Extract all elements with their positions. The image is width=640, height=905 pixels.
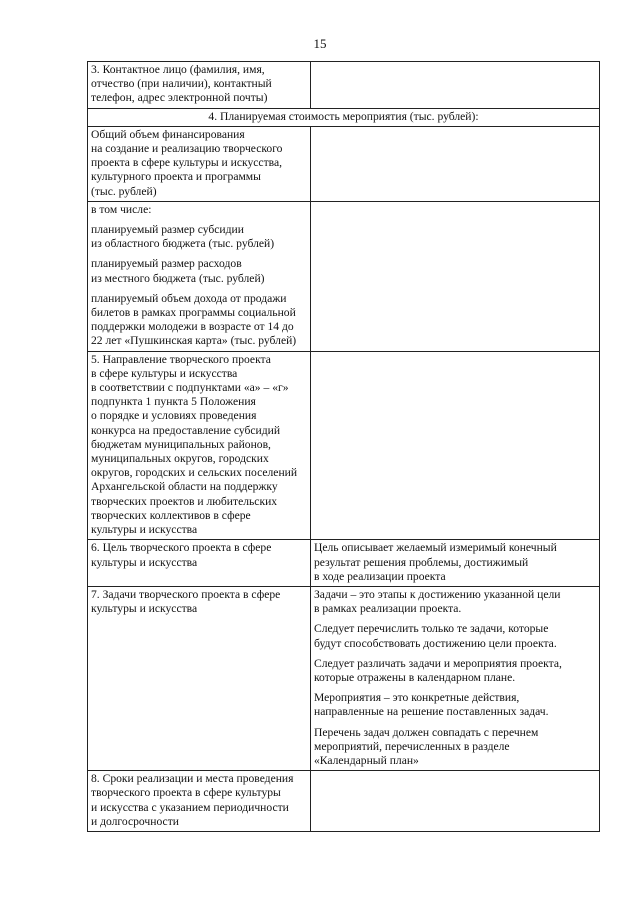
table-row-cost-header — [88, 108, 600, 126]
table-row-goal — [88, 540, 600, 587]
total-funding-label: Общий объем финансирования на создание и реализацию творческого проекта в сфере культуры и искусства, культурного проекта и программы (тыс. рублей) — [88, 126, 311, 201]
tasks-paragraph-3: Следует различать задачи и мероприятия проекта, которые отражены в календарном плане. — [314, 656, 562, 684]
table-row-contact — [88, 62, 600, 109]
tasks-paragraph-1: Задачи – это этапы к достижению указанной цели в рамках реализации проекта. — [314, 587, 561, 616]
table-row-terms — [88, 771, 600, 832]
pushkin-card-label: планируемый объем дохода от продажи билетов в рамках программы социальной поддержки молодежи в возрасте от 14 до 22 лет «Пушкинская карта» (тыс. рублей) — [91, 291, 297, 348]
goal-label: 6. Цель творческого проекта в сфере культуры и искусства — [88, 540, 311, 587]
cost-section-header: 4. Планируемая стоимость мероприятия (тыс. рублей): — [88, 108, 600, 126]
terms-value-cell[interactable] — [311, 771, 600, 832]
page-number: 15 — [313, 36, 327, 51]
table-row-including — [88, 201, 600, 351]
contact-value-cell[interactable] — [311, 62, 600, 109]
terms-label: 8. Сроки реализации и места проведения творческого проекта в сфере культуры и искусства с указанием периодичности и долгосрочности — [88, 771, 311, 832]
direction-value-cell[interactable] — [311, 351, 600, 540]
tasks-paragraph-2: Следует перечислить только те задачи, которые будут способствовать достижению цели проекта. — [314, 622, 557, 650]
goal-value[interactable]: Цель описывает желаемый измеримый конечный результат решения проблемы, достижимый в ходе реализации проекта — [311, 540, 600, 587]
direction-label: 5. Направление творческого проекта в сфере культуры и искусства в соответствии с подпунктами «а» – «г» подпункта 1 пункта 5 Положения о порядке и условиях проведения конкурса на предоставление субсидий бюджетам муниципальных районов, муниципальных округов, городских округов, городских и сельских поселений Архангельской области на поддержку творческих проектов и любительских творческих коллективов в сфере культуры и искусства — [88, 351, 311, 540]
tasks-paragraph-5: Перечень задач должен совпадать с перечнем мероприятий, перечисленных в разделе «Календарный план» — [314, 725, 539, 767]
tasks-label: 7. Задачи творческого проекта в сфере культуры и искусства — [88, 586, 311, 770]
project-form-table — [87, 61, 600, 832]
including-value-cell[interactable] — [311, 201, 600, 351]
contact-label: 3. Контактное лицо (фамилия, имя, отчество (при наличии), контактный телефон, адрес электронной почты) — [88, 62, 311, 109]
subsidy-label: планируемый размер субсидии из областного бюджета (тыс. рублей) — [91, 223, 275, 251]
table-row-direction — [88, 351, 600, 540]
local-budget-label: планируемый размер расходов из местного бюджета (тыс. рублей) — [91, 257, 265, 285]
table-row-tasks — [88, 586, 600, 770]
table-row-total-funding — [88, 126, 600, 201]
tasks-paragraph-4: Мероприятия – это конкретные действия, направленные на решение поставленных задач. — [314, 691, 549, 719]
including-intro: в том числе: — [91, 202, 152, 216]
total-funding-value-cell[interactable] — [311, 126, 600, 201]
including-cell — [88, 201, 311, 351]
tasks-value-cell[interactable] — [311, 586, 600, 770]
